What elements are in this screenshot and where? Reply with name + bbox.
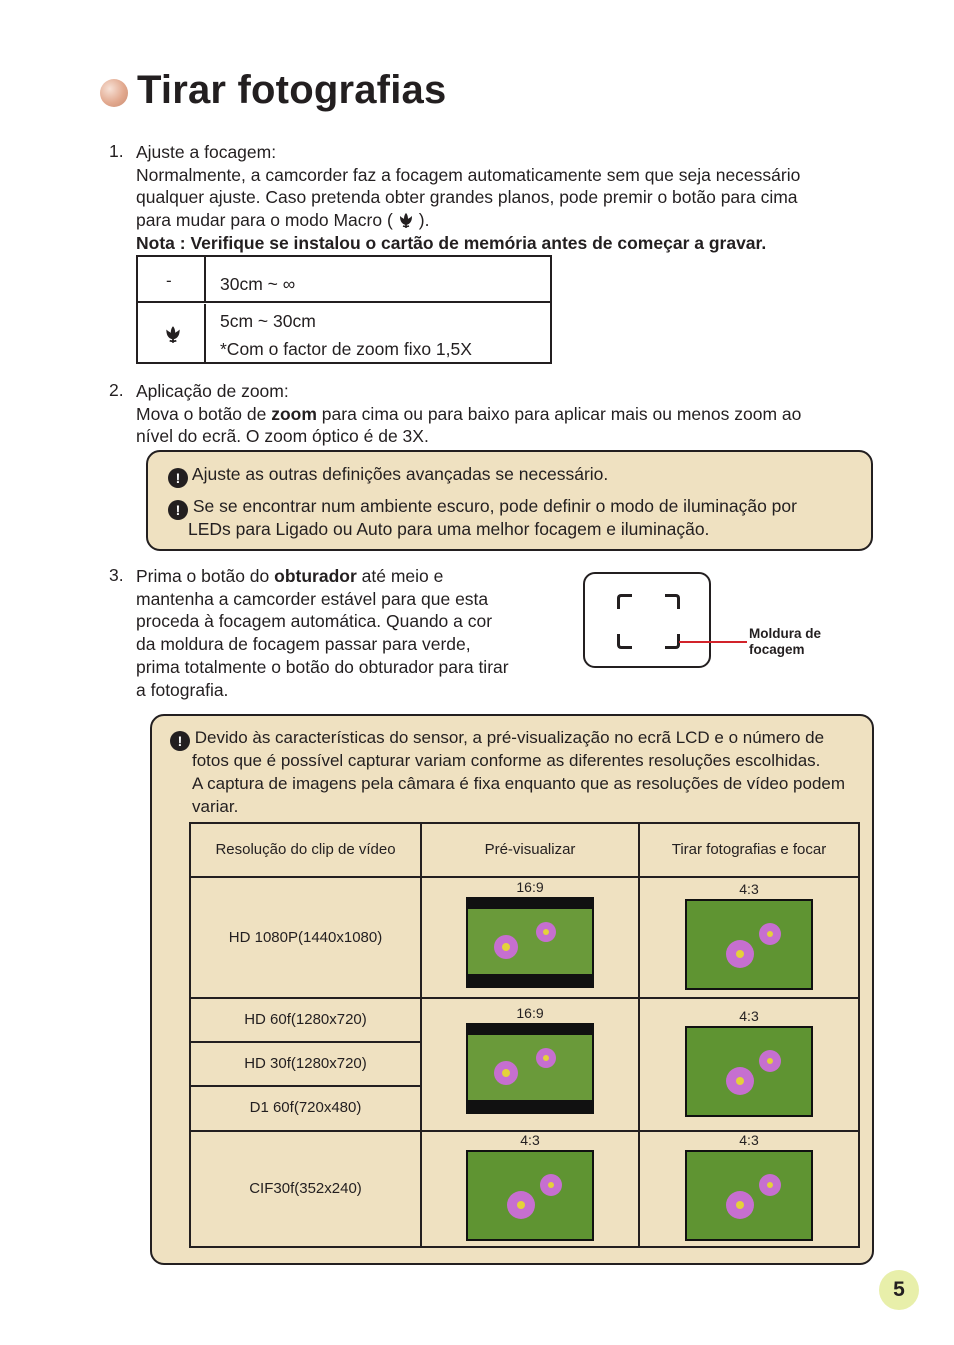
step-2-text: [136, 380, 876, 448]
step-2-number: 2.: [109, 380, 124, 400]
focus-corner-bl: [617, 634, 632, 649]
step-3-line4: da moldura de focagem passar para verde,: [136, 634, 471, 655]
row-hd60f: HD 60f(1280x720): [244, 1011, 367, 1028]
tip-3-line3: A captura de imagens pela câmara é fixa enquanto que as resoluções de vídeo podem: [192, 774, 846, 793]
focus-label-line: [679, 641, 747, 643]
step-2-line2: nível do ecrã. O zoom óptico é de 3X.: [136, 426, 429, 447]
macro-icon: [397, 211, 415, 229]
focus-corner-tr: [665, 594, 680, 609]
focus-corner-tl: [617, 594, 632, 609]
step-1-line1: Normalmente, a camcorder faz a focagem automaticamente sem que seja necessário: [136, 164, 801, 185]
page-number: 5: [879, 1270, 919, 1310]
header-video-resolution: Resolução do clip de vídeo: [215, 841, 396, 858]
normal-mode-label: -: [166, 271, 172, 290]
header-photo-focus: Tirar fotografias e focar: [671, 841, 827, 858]
page-title: Tirar fotografias: [137, 68, 447, 112]
step-3-line2: mantenha a camcorder estável para que esta: [136, 588, 489, 609]
tip-3-line2: fotos que é possível capturar variam conforme as diferentes resoluções escolhidas.: [192, 751, 821, 770]
ratio-label: 4:3: [520, 1132, 540, 1148]
row-hd30f: HD 30f(1280x720): [244, 1055, 367, 1072]
ratio-label: 16:9: [516, 879, 544, 895]
step-2-heading: Aplicação de zoom:: [136, 381, 289, 401]
step-1-text: [136, 141, 876, 255]
step-3-line1: Prima o botão do obturador até meio e: [136, 566, 444, 586]
row-d1-60f: D1 60f(720x480): [249, 1099, 362, 1116]
preview-thumbnail-16-9: [466, 1023, 594, 1114]
macro-table-icon: [163, 324, 183, 349]
step-3-line3: proceda à focagem automática. Quando a cor: [136, 611, 493, 632]
focus-frame-label: Moldura de focagem: [749, 626, 822, 657]
tip-3-line4: variar.: [192, 797, 239, 816]
tip-2-line2: LEDs para Ligado ou Auto para uma melhor focagem e iluminação.: [188, 519, 710, 539]
exclamation-icon: !: [170, 731, 190, 751]
photo-thumbnail-4-3: [685, 1150, 813, 1241]
step-1-number: 1.: [109, 141, 124, 161]
step-1-heading: Ajuste a focagem:: [136, 142, 277, 162]
preview-thumbnail-4-3: [466, 1150, 594, 1241]
focus-corner-br: [665, 634, 680, 649]
resolution-table: [189, 822, 860, 1248]
step-1-line3: para mudar para o modo Macro ( ).: [136, 210, 430, 231]
row-cif30f: CIF30f(352x240): [249, 1180, 362, 1197]
photo-thumbnail-4-3: [685, 899, 813, 990]
exclamation-icon: !: [168, 468, 188, 488]
focus-range-table: [136, 255, 552, 364]
step-3-line6: a fotografia.: [136, 679, 229, 700]
tip-3: ! Devido às características do sensor, a pré-visualização no ecrã LCD e o número de: [170, 727, 824, 751]
ratio-label: 4:3: [739, 1008, 759, 1024]
step-1-note: Nota : Verifique se instalou o cartão de memória antes de começar a gravar.: [136, 232, 767, 253]
focus-frame-illustration: [583, 572, 711, 668]
macro-range-note: *Com o factor de zoom fixo 1,5X: [220, 339, 472, 359]
photo-thumbnail-4-3: [685, 1026, 813, 1117]
tip-2: ! Se se encontrar num ambiente escuro, pode definir o modo de iluminação por: [168, 495, 797, 520]
macro-range-value: 5cm ~ 30cm: [220, 311, 316, 331]
step-3-number: 3.: [109, 565, 124, 585]
step-1-line2: qualquer ajuste. Caso pretenda obter grandes planos, pode premir o botão para cima: [136, 187, 798, 208]
step-3-text: [136, 565, 566, 701]
ratio-label: 16:9: [516, 1005, 544, 1021]
row-hd1080p: HD 1080P(1440x1080): [228, 929, 383, 946]
tip-1: ! Ajuste as outras definições avançadas se necessário.: [168, 463, 608, 488]
ratio-label: 4:3: [739, 881, 759, 897]
preview-thumbnail-16-9: [466, 897, 594, 988]
ratio-label: 4:3: [739, 1132, 759, 1148]
tips-box-1: [146, 450, 873, 551]
title-bullet-icon: [100, 79, 128, 107]
header-preview: Pré-visualizar: [484, 841, 576, 858]
exclamation-icon: !: [168, 500, 188, 520]
step-3-line5: prima totalmente o botão do obturador para tirar: [136, 656, 509, 677]
normal-range-value: 30cm ~ ∞: [220, 274, 296, 294]
step-2-line1: Mova o botão de zoom para cima ou para baixo para aplicar mais ou menos zoom ao: [136, 403, 802, 424]
